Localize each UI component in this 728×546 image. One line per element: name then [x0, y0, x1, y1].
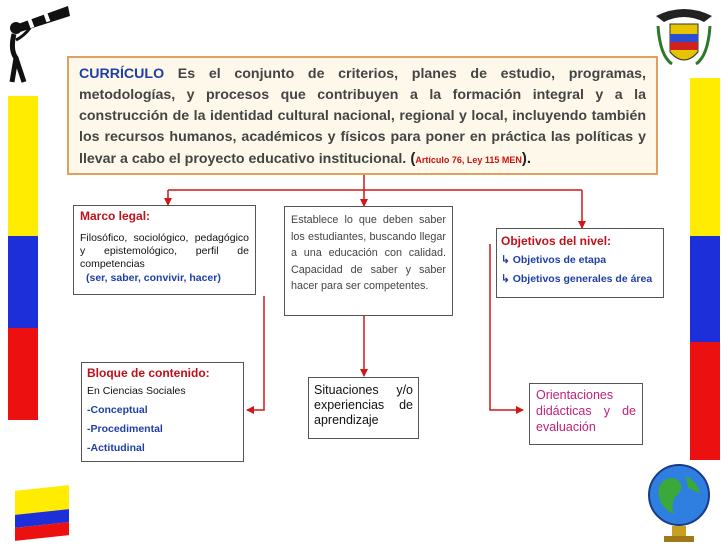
curriculum-keyword: CURRÍCULO: [79, 66, 165, 82]
establece-text: Establece lo que deben saber los estudiantes, buscando llegar a una educación con calidad. Capacidad de saber y saber hacer para ser competentes.: [291, 214, 446, 292]
establece-box: [284, 206, 453, 316]
orientaciones-text: Orientaciones didácticas y de evaluación: [536, 388, 636, 434]
situaciones-box: [308, 377, 419, 439]
marco-legal-title: Marco legal:: [80, 209, 151, 223]
legal-reference: Artículo 76, Ley 115 MEN: [415, 155, 522, 165]
bloque-subtitle: En Ciencias Sociales: [87, 385, 186, 397]
objetivos-item-label: Objetivos de etapa: [512, 254, 607, 266]
objetivos-box: [496, 228, 664, 298]
bloque-item: -Conceptual: [87, 404, 148, 416]
reference-open-paren: (: [406, 150, 416, 167]
objetivos-item: [501, 254, 659, 267]
marco-legal-box: [73, 205, 256, 295]
curriculum-definition-text: Es el conjunto de criterios, planes de estudio, programas, metodologías, y procesos que contribuyen a la formación integral y a la construcción de la identidad cultural nacional, regional y local, incluyendo también los recursos humanos, académicos y físicos para poner en práctica las políticas y llevar a cabo el proyecto educativo institucional.: [79, 66, 646, 167]
reference-close-paren: ).: [521, 150, 532, 167]
arrow-to-bloque: [247, 296, 264, 410]
curriculum-definition-box: [67, 56, 658, 175]
situaciones-text: Situaciones y/o experiencias de aprendizaje: [314, 383, 413, 427]
orientaciones-box: [529, 383, 643, 445]
bloque-contenido-box: [81, 362, 244, 462]
objetivos-item-label: Objetivos generales de área: [512, 273, 653, 285]
bloque-title: Bloque de contenido:: [87, 366, 210, 380]
bloque-item: -Actitudinal: [87, 442, 145, 454]
objetivos-item: [501, 273, 659, 286]
marco-legal-competencies: (ser, saber, convivir, hacer): [86, 272, 221, 284]
marco-legal-text: Filosófico, sociológico, pedagógico y epistemológico, perfil de competencias: [80, 232, 249, 270]
corner-arrow-icon: ↳: [501, 254, 513, 266]
corner-arrow-icon: ↳: [501, 273, 513, 285]
objetivos-title: Objetivos del nivel:: [501, 234, 612, 248]
bloque-item: -Procedimental: [87, 423, 163, 435]
